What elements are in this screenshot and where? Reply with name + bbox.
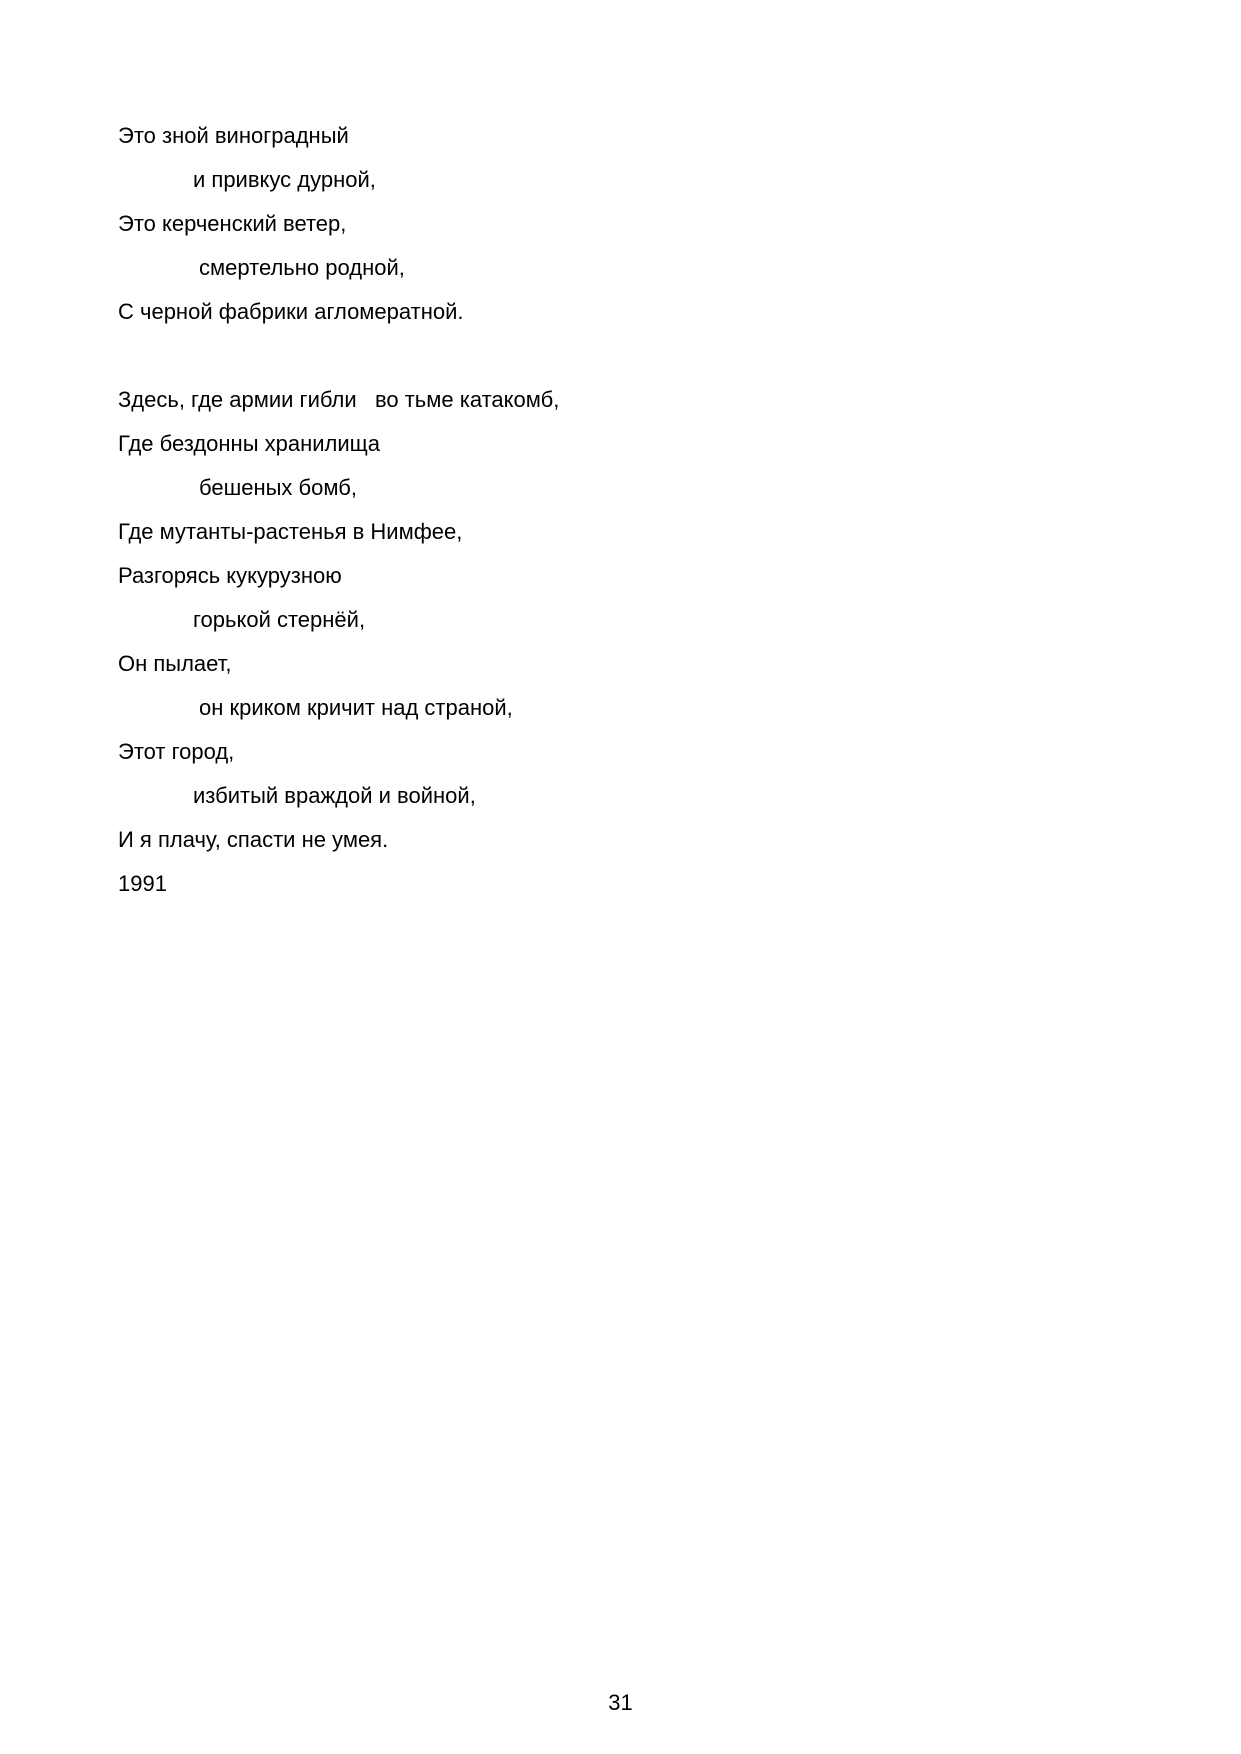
poem-line: горькой стернёй, — [193, 607, 366, 632]
stanza-break — [118, 334, 1118, 378]
poem-line: Это керченский ветер, — [118, 211, 347, 236]
poem-line: избитый враждой и войной, — [193, 783, 476, 808]
page-number: 31 — [608, 1690, 633, 1715]
poem-line: смертельно родной, — [199, 255, 405, 280]
poem-line: и привкус дурной, — [193, 167, 376, 192]
poem-line: Он пылает, — [118, 651, 232, 676]
poem-text — [118, 114, 1118, 906]
poem-line: Это зной виноградный — [118, 123, 349, 148]
poem-line: Разгорясь кукурузною — [118, 563, 342, 588]
poem-line: бешеных бомб, — [199, 475, 357, 500]
poem-line: Здесь, где армии гибли во тьме катакомб, — [118, 387, 560, 412]
poem-line: И я плачу, спасти не умея. — [118, 827, 389, 852]
poem-line: Где мутанты-растенья в Нимфее, — [118, 519, 463, 544]
poem-line: Этот город, — [118, 739, 235, 764]
poem-line: Где бездонны хранилища — [118, 431, 381, 456]
poem-line: С черной фабрики агломератной. — [118, 299, 464, 324]
poem-year: 1991 — [118, 871, 167, 896]
poem-line: он криком кричит над страной, — [199, 695, 513, 720]
